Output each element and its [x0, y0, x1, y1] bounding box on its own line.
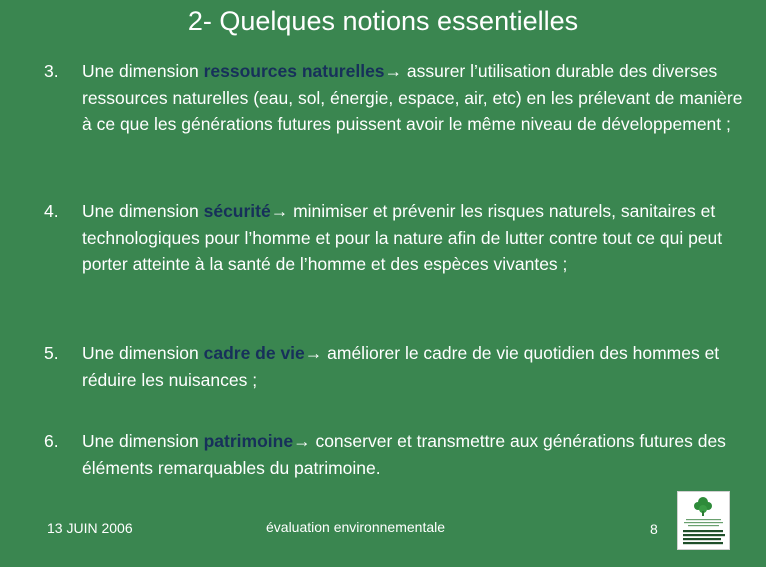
list-item	[44, 428, 744, 481]
item-prefix: Une dimension	[82, 343, 204, 363]
tree-logo-icon	[677, 491, 730, 550]
item-number: 4.	[44, 201, 59, 221]
item-keyword: sécurité	[203, 201, 271, 221]
list-item	[44, 198, 744, 278]
footer-title: évaluation environnementale	[266, 519, 446, 535]
page-number: 8	[650, 521, 658, 537]
item-description: → minimiser et prévenir les risques naturels, sanitaires et technologiques pour l’homme et pour la nature afin de lutter contre tout ce qui peut porter atteinte à la santé de l’homme et des espèces vivantes ;	[82, 201, 723, 274]
item-text	[82, 198, 744, 278]
item-number: 3.	[44, 61, 59, 81]
item-description: → assurer l’utilisation durable des diverses ressources naturelles (eau, sol, énergie, espace, air, etc) en les prélevant de manière à ce que les générations futures puissent avoir le même niveau de développement ;	[82, 61, 743, 134]
item-text	[82, 340, 744, 393]
item-number: 6.	[44, 431, 59, 451]
item-prefix: Une dimension	[82, 431, 204, 451]
footer-date: 13 JUIN 2006	[47, 520, 133, 536]
item-keyword: cadre de vie	[203, 343, 305, 363]
item-description: → conserver et transmettre aux générations futures des éléments remarquables du patrimoine.	[82, 431, 726, 478]
item-description: → améliorer le cadre de vie quotidien des hommes et réduire les nuisances ;	[82, 343, 720, 390]
list-item	[44, 340, 744, 393]
item-keyword: ressources naturelles	[203, 61, 385, 81]
item-text	[82, 58, 744, 138]
item-keyword: patrimoine	[203, 431, 294, 451]
item-text	[82, 428, 744, 481]
list-item	[44, 58, 744, 138]
item-prefix: Une dimension	[82, 61, 204, 81]
item-prefix: Une dimension	[82, 201, 204, 221]
item-number: 5.	[44, 343, 59, 363]
slide-title: 2- Quelques notions essentielles	[187, 6, 579, 36]
